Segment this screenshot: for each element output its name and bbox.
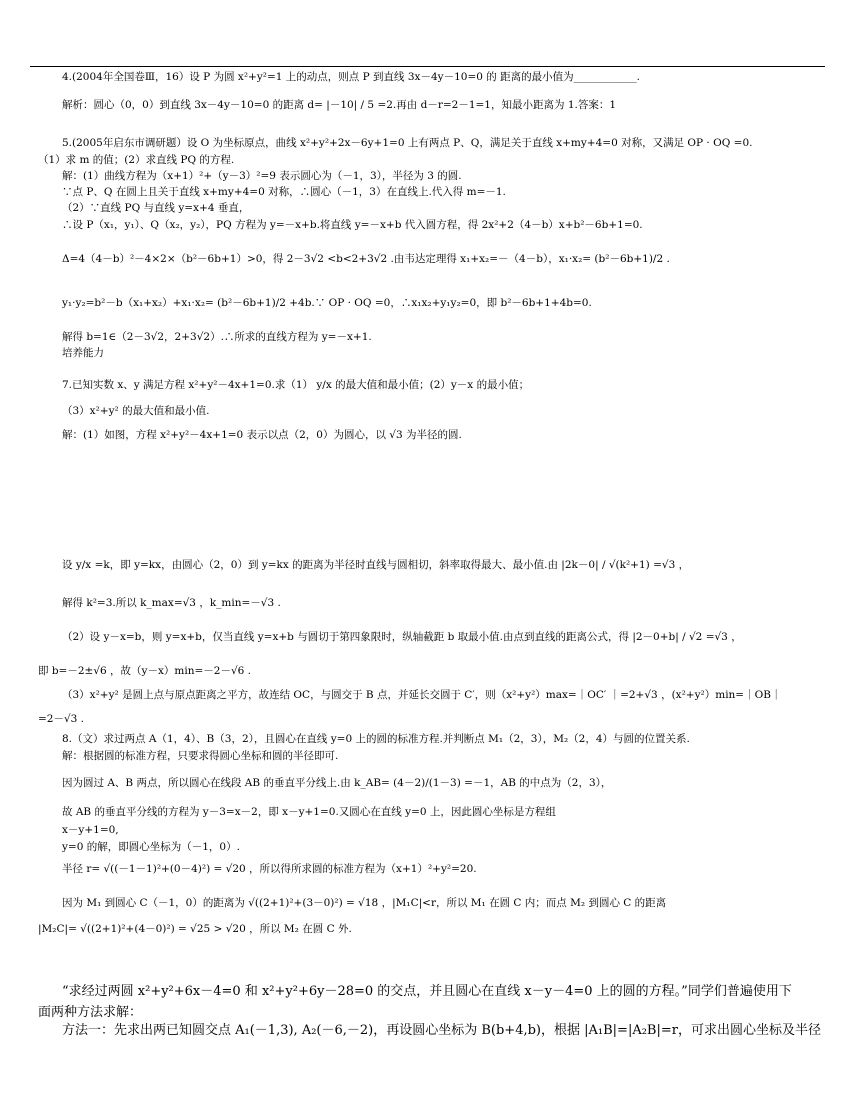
top-rule [30,66,825,67]
problem-7-solution-line: 设 y/x =k，即 y=kx，由圆心（2，0）到 y=kx 的距离为半径时直线与圆相切，斜率取得最大、最小值.由 |2k－0| / √(k²+1) =√3 ， [62,559,690,571]
problem-5-solution-line: 解得 b=1∈（2－3√2，2+3√2）.∴所求的直线方程为 y=－x+1. [62,331,372,343]
problem-5-solution-line: （2）∵直线 PQ 与直线 y=x+4 垂直， [62,202,250,214]
problem-7-solution-line: 解：(1）如图，方程 x²+y²－4x+1=0 表示以点（2，0）为圆心，以 √3 为半径的圆. [62,429,462,441]
problem-7-part-3: （3）x²+y² 的最大值和最小值. [62,405,210,417]
discussion-line: “求经过两圆 x²+y²+6x－4=0 和 x²+y²+6y－28=0 的交点，并且圆心在直线 x－y－4=0 上的圆的方程。”同学们普遍使用下 [62,984,792,999]
problem-8-solution-line: |M₂C|= √((2+1)²+(4－0)²) = √25 > √20 ，所以 M₂ 在圆 C 外. [38,923,352,935]
problem-8-solution-line: 半径 r= √((－1－1)²+(0－4)²) = √20 ，所以得所求圆的标准方程为（x+1）²+y²=20. [62,863,477,875]
problem-7-solution-line: =2－√3 . [38,713,85,725]
problem-8: 8.（文）求过两点 A（1，4）、B（3，2），且圆心在直线 y=0 上的圆的标准方程.并判断点 M₁（2，3），M₂（2，4）与圆的位置关系. [62,733,690,745]
problem-5: 5.(2005年启东市调研题）设 O 为坐标原点，曲线 x²+y²+2x－6y+1=0 上有两点 P、Q，满足关于直线 x+my+4=0 对称，又满足 OP · OQ =0. [62,137,753,149]
section-heading: 培养能力 [62,347,104,359]
problem-7: 7.已知实数 x、y 满足方程 x²+y²－4x+1=0.求（1） y/x 的最大值和最小值；(2）y－x 的最小值； [62,379,530,391]
equation-system-line: x－y+1=0, [62,824,119,836]
problem-5-solution-line: ∵点 P、Q 在圆上且关于直线 x+my+4=0 对称，∴圆心（－1，3）在直线上.代入得 m=－1. [62,186,506,198]
discussion-line: 面两种方法求解： [38,1005,143,1020]
problem-8-solution-line: 故 AB 的垂直平分线的方程为 y－3=x－2，即 x－y+1=0.又圆心在直线 y=0 上，因此圆心坐标是方程组 [62,806,556,818]
method-one-line: 方法一：先求出两已知圆交点 A₁(－1,3), A₂(－6,－2)，再设圆心坐标为 B(b+4,b)，根据 |A₁B|=|A₂B|=r，可求出圆心坐标及半径 [62,1023,821,1038]
problem-7-solution-line: 即 b=－2±√6 ，故（y－x）min=－2－√6 . [38,665,251,677]
problem-7-solution-line: （3）x²+y² 是圆上点与原点距离之平方，故连结 OC，与圆交于 B 点，并延长交圆于 C′，则（x²+y²）max=｜OC′ ｜=2+√3 ，(x²+y²）min=｜OB｜ [62,689,782,701]
problem-8-solution-line: 因为圆过 A、B 两点，所以圆心在线段 AB 的垂直平分线上.由 k_AB= (4－2)/(1－3) =－1，AB 的中点为（2，3）， [62,777,612,789]
problem-5-solution-line: Δ=4（4－b）²－4×2×（b²－6b+1）>0，得 2－3√2 <b<2+3√2 .由韦达定理得 x₁+x₂=－（4－b），x₁·x₂= (b²－6b+1)/2 . [62,253,670,265]
problem-8-solution-line: 解：根据圆的标准方程，只要求得圆心坐标和圆的半径即可. [62,750,339,762]
problem-8-solution-line: 因为 M₁ 到圆心 C（－1，0）的距离为 √((2+1)²+(3－0)²) = √18 ，|M₁C|<r，所以 M₁ 在圆 C 内；而点 M₂ 到圆心 C 的距离 [62,897,667,909]
problem-5-solution-line: y₁·y₂=b²－b（x₁+x₂）+x₁·x₂= (b²－6b+1)/2 +4b.∵ OP · OQ =0，∴x₁x₂+y₁y₂=0，即 b²－6b+1+4b=0. [62,297,592,309]
problem-4: 4.(2004年全国卷Ⅲ，16）设 P 为圆 x²+y²=1 上的动点，则点 P 到直线 3x－4y－10=0 的 距离的最小值为____________. [62,71,640,83]
equation-system-line: y=0 的解，即圆心坐标为（－1，0）. [62,841,240,853]
problem-5-solution-line: ∴设 P（x₁，y₁）、Q（x₂，y₂），PQ 方程为 y=－x+b.将直线 y=－x+b 代入圆方程，得 2x²+2（4－b）x+b²－6b+1=0. [62,219,643,231]
problem-4-solution: 解析：圆心（0，0）到直线 3x－4y－10=0 的距离 d= |－10| / 5 =2.再由 d－r=2－1=1，知最小距离为 1.答案：1 [62,99,617,111]
problem-7-solution-line: （2）设 y－x=b，则 y=x+b，仅当直线 y=x+b 与圆切于第四象限时，纵轴截距 b 取最小值.由点到直线的距离公式，得 |2－0+b| / √2 =√3 ， [62,631,742,643]
problem-5-questions: （1）求 m 的值；(2）求直线 PQ 的方程. [38,154,235,166]
problem-5-solution-line: 解：(1）曲线方程为（x+1）²+（y－3）²=9 表示圆心为（－1，3），半径为 3 的圆. [62,170,462,182]
problem-7-solution-line: 解得 k²=3.所以 k_max=√3 ，k_min=－√3 . [62,597,281,609]
